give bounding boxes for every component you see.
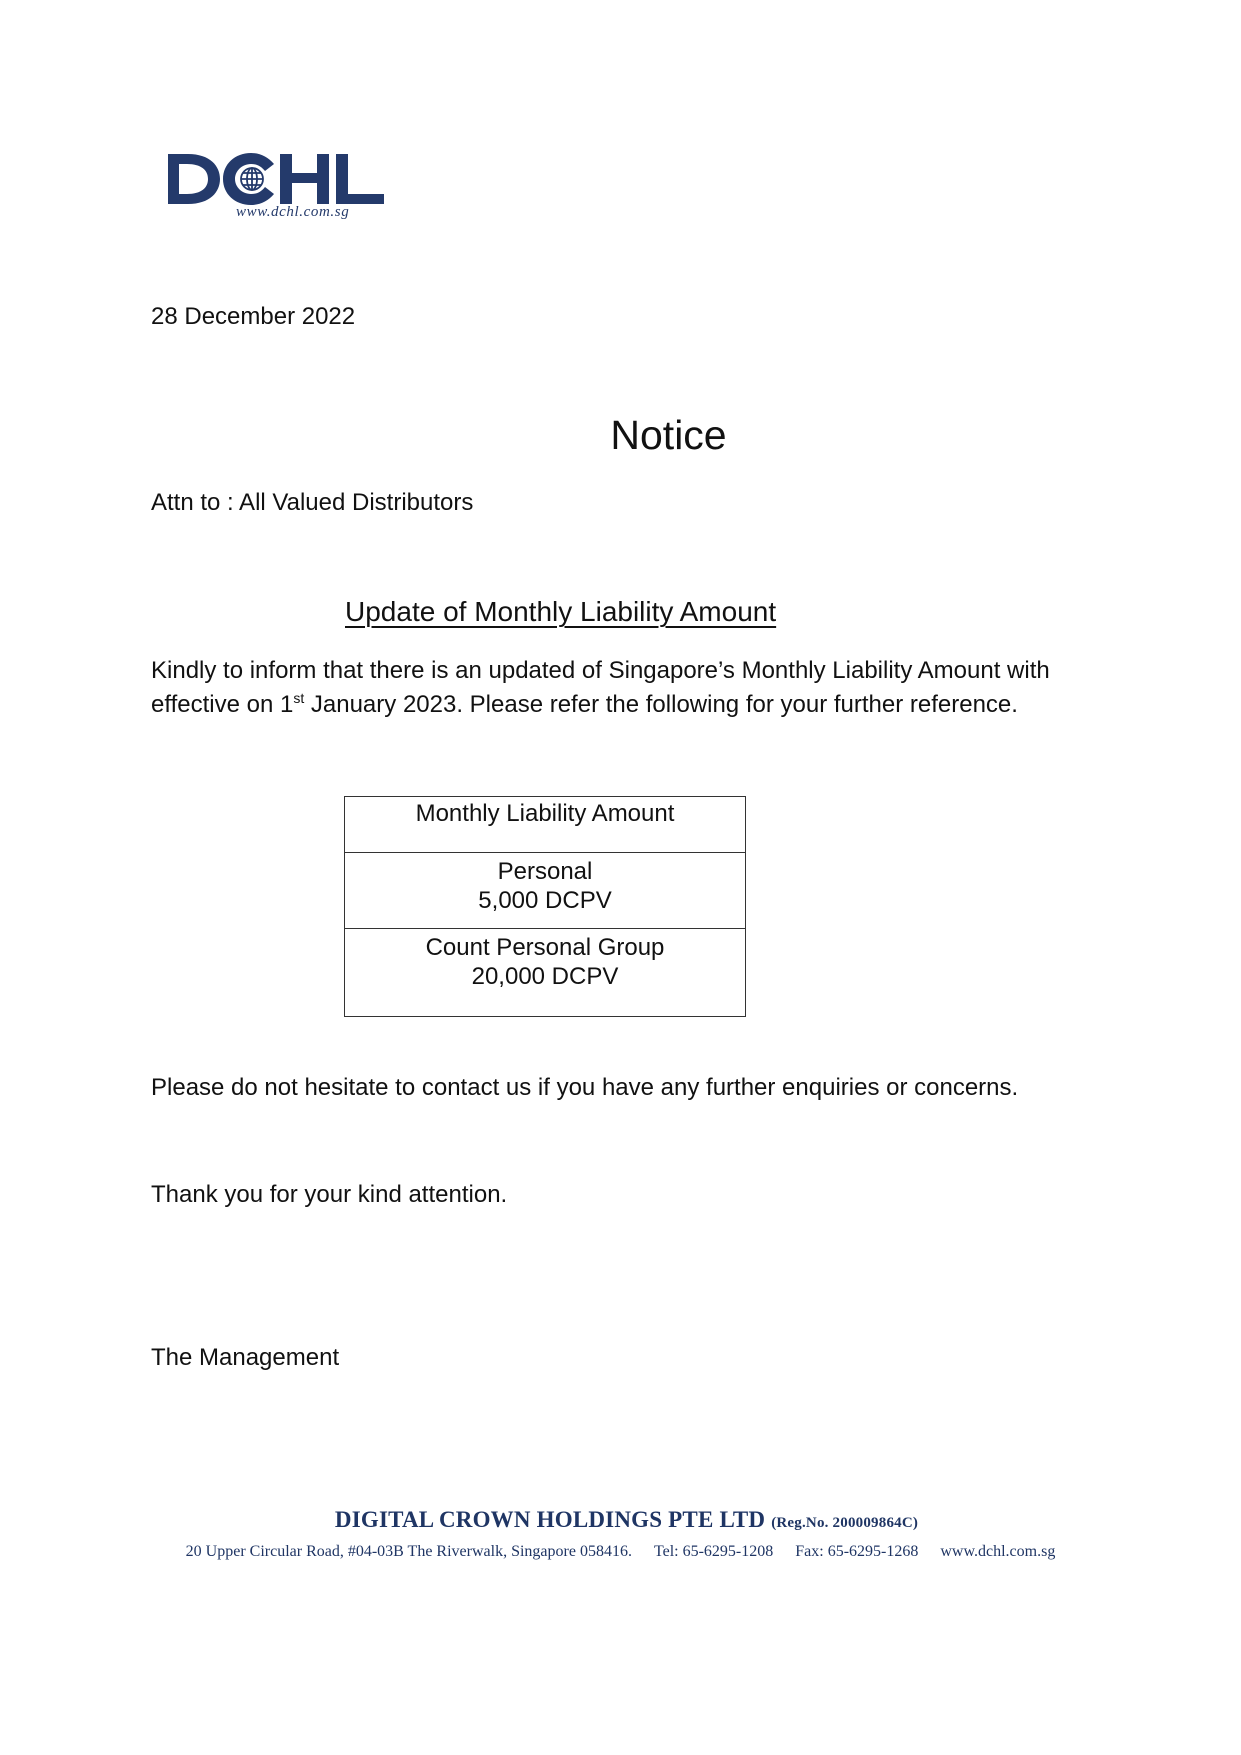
footer-contact-line xyxy=(0,1542,1241,1562)
table-row xyxy=(345,929,746,1017)
body-paragraph xyxy=(151,654,1111,722)
body-text-part-2: January 2023. Please refer the following for your further reference. xyxy=(304,691,1018,718)
body-superscript: st xyxy=(293,690,305,706)
letter-date: 28 December 2022 xyxy=(151,303,356,330)
letterhead-footer xyxy=(0,1505,1241,1562)
footer-website: www.dchl.com.sg xyxy=(940,1543,1056,1560)
footer-tel: Tel: 65-6295-1208 xyxy=(653,1543,774,1560)
footer-company-line xyxy=(0,1505,1241,1538)
notice-title-text: Notice xyxy=(610,412,727,458)
footer-registration: (Reg.No. 200009864C) xyxy=(771,1515,919,1531)
thanks-line: Thank you for your kind attention. xyxy=(151,1181,508,1208)
globe-icon xyxy=(241,168,263,190)
footer-company-name: DIGITAL CROWN HOLDINGS PTE LTD xyxy=(334,1507,766,1532)
subject-heading: Update of Monthly Liability Amount xyxy=(345,596,777,627)
attention-line: Attn to : All Valued Distributors xyxy=(151,489,474,516)
table-cell-label: Count Personal Group xyxy=(425,934,665,961)
table-header-row xyxy=(345,797,746,853)
contact-line: Please do not hesitate to contact us if you have any further enquiries or concerns. xyxy=(151,1074,1019,1101)
table-row xyxy=(345,853,746,929)
table-cell-group xyxy=(345,929,746,1017)
table-cell-value: 20,000 DCPV xyxy=(471,963,619,990)
signoff: The Management xyxy=(151,1344,340,1371)
table-cell-label: Personal xyxy=(497,858,593,885)
table-cell-value: 5,000 DCPV xyxy=(478,887,612,914)
footer-address: 20 Upper Circular Road, #04-03B The Riverwalk, Singapore 058416. xyxy=(185,1543,632,1560)
company-logo xyxy=(166,146,406,230)
footer-fax: Fax: 65-6295-1268 xyxy=(795,1543,919,1560)
notice-title xyxy=(0,410,1241,460)
logo-website-text: www.dchl.com.sg xyxy=(236,204,350,220)
table-cell-personal xyxy=(345,853,746,929)
liability-table xyxy=(344,796,746,1017)
body-text-part-1: Kindly to inform that there is an updated of Singapore’s Monthly Liability Amount with effective on 1 xyxy=(151,657,1050,718)
table-header-cell: Monthly Liability Amount xyxy=(345,797,746,853)
